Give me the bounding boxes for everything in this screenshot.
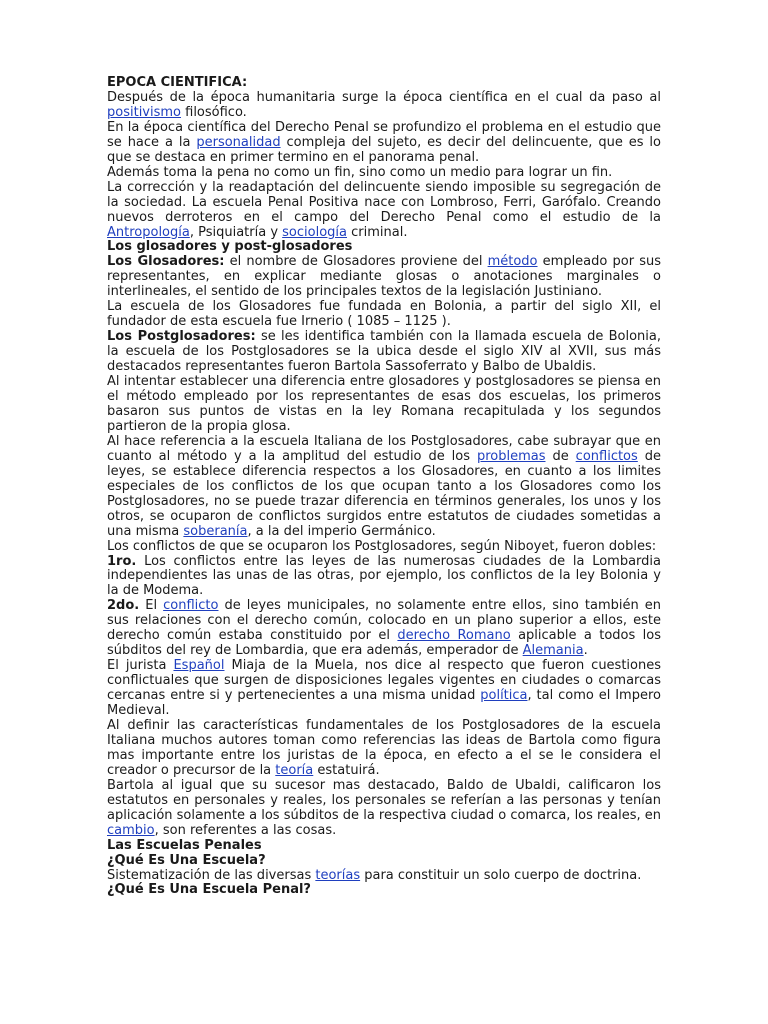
- text: el nombre de Glosadores proviene del: [224, 254, 488, 270]
- text: aplicable a todos los súbditos del rey de Lombardia, que era además, emperador de: [107, 628, 661, 659]
- text: En la época científica del Derecho Penal se profundizo el problema en el estudio que se hace a la: [107, 119, 661, 150]
- term-2do: 2do.: [107, 598, 140, 614]
- paragraph: [107, 719, 661, 779]
- heading-epoca-cientifica: EPOCA CIENTIFICA:: [107, 75, 248, 90]
- text: Al definir las características fundamentales de los Postglosadores de la escuela Italiana muchos autores toman como referencias las ideas de Bartola como figura mas importante entre los juristas de la época, en efecto a el se le considera el creador o precursor de la: [107, 717, 661, 778]
- link-soberania[interactable]: soberanía: [183, 523, 248, 539]
- link-espanol[interactable]: Español: [173, 658, 225, 674]
- link-cambio[interactable]: cambio: [107, 822, 155, 838]
- text: El: [139, 598, 164, 614]
- term-glosadores: Los Glosadores:: [107, 254, 225, 270]
- text: , Psiquiatría y: [189, 224, 283, 240]
- text: Miaja de la Muela, nos dice al respecto que fueron cuestiones conflictuales que surgen de disposiciones legales vigentes en ciudades o comarcas cercanas entre si y pertenecientes a una misma unidad: [107, 658, 662, 704]
- text: Al hace referencia a la escuela Italiana de los Postglosadores, cabe subrayar que en cuanto al método y a la amplitud del estudio de los: [107, 433, 661, 464]
- paragraph: La escuela de los Glosadores fue fundada en Bolonia, a partir del siglo XII, el fundador de esta escuela fue Irnerio ( 1085 – 1125 ).: [107, 299, 661, 330]
- text: de: [545, 448, 576, 464]
- text: .: [583, 643, 588, 659]
- paragraph: [107, 181, 661, 241]
- text: , tal como el Impero Medieval.: [107, 688, 661, 719]
- link-metodo[interactable]: método: [487, 254, 538, 270]
- document-page: [107, 76, 661, 898]
- paragraph: Los conflictos de que se ocuparon los Postglosadores, según Niboyet, fueron dobles:: [107, 538, 657, 554]
- link-derecho-romano[interactable]: derecho Romano: [397, 628, 511, 644]
- paragraph: [107, 599, 661, 659]
- link-conflictos[interactable]: conflictos: [575, 448, 638, 464]
- text: compleja del sujeto, es decir del delincuente, que es lo que se destaca en primer termino en el panorama penal.: [107, 134, 661, 165]
- link-conflicto[interactable]: conflicto: [163, 598, 219, 614]
- heading-escuelas-penales: Las Escuelas Penales: [107, 837, 262, 853]
- paragraph: [107, 659, 661, 719]
- term-1ro: 1ro.: [107, 553, 137, 569]
- paragraph: [107, 869, 661, 884]
- text: filosófico.: [181, 104, 247, 120]
- text: para constituir un solo cuerpo de doctrina.: [360, 867, 642, 883]
- link-teoria[interactable]: teoría: [275, 762, 314, 778]
- link-alemania[interactable]: Alemania: [522, 643, 584, 659]
- text: La corrección y la readaptación del delincuente siendo imposible su segregación de la sociedad. La escuela Penal Positiva nace con Lombroso, Ferri, Garófalo. Creando nuevos derroteros en el campo del Derecho Penal como el estudio de la: [107, 179, 661, 225]
- text: estatuirá.: [313, 762, 380, 778]
- heading-glosadores: Los glosadores y post-glosadores: [107, 239, 353, 255]
- paragraph: [107, 779, 661, 839]
- text: de leyes, se establece diferencia respectos a los Glosadores, en cuanto a los limites especiales de los conflictos de los que ocupan tanto a los Glosadores como los Postglosadores, no se puede trazar diferencia en términos generales, los unos y los otros, se ocuparon de conflictos surgidos entre estatutos de ciudades sometidas a una misma: [107, 448, 662, 539]
- paragraph: Al intentar establecer una diferencia entre glosadores y postglosadores se piensa en el método empleado por los representantes de esas dos escuelas, los primeros basaron sus puntos de vistas en la ley Romana recapitulada y los segundos partieron de la propia glosa.: [107, 374, 661, 434]
- paragraph: [107, 91, 661, 121]
- text: Después de la época humanitaria surge la época científica en el cual da paso al: [107, 89, 661, 105]
- text: El jurista: [107, 658, 174, 674]
- link-sociologia[interactable]: sociología: [282, 224, 347, 240]
- heading-que-es-escuela: ¿Qué Es Una Escuela?: [107, 852, 266, 868]
- text: se les identifica también con la llamada escuela de Bolonia, la escuela de los Postglosadores se la ubica desde el siglo XIV al XVII, sus más destacados representantes fueron Bartola Sassoferrato y Balbo de Ubaldis.: [107, 329, 661, 375]
- link-politica[interactable]: política: [480, 688, 528, 704]
- paragraph: [107, 435, 661, 540]
- text: de leyes municipales, no solamente entre ellos, sino también en sus relaciones con el derecho común, colocado en un plano superior a ellos, este derecho común estaba constituido por el: [107, 598, 661, 644]
- link-teorias[interactable]: teorías: [315, 867, 361, 883]
- text: empleado por sus representantes, en explicar mediante glosas o anotaciones marginales o interlineales, el sentido de los principales textos de la legislación Justiniano.: [107, 254, 661, 300]
- text: , a la del imperio Germánico.: [247, 523, 436, 539]
- text: Sistematización de las diversas: [107, 867, 316, 883]
- text: criminal.: [347, 224, 408, 240]
- paragraph: Además toma la pena no como un fin, sino como un medio para lograr un fin.: [107, 164, 613, 180]
- term-postglosadores: Los Postglosadores:: [107, 329, 256, 345]
- paragraph: [107, 555, 661, 600]
- text: , son referentes a las cosas.: [154, 822, 337, 838]
- paragraph: [107, 330, 661, 375]
- paragraph: [107, 255, 661, 300]
- link-positivismo[interactable]: positivismo: [107, 104, 181, 120]
- text: Bartola al igual que su sucesor mas destacado, Baldo de Ubaldi, calificaron los estatutos en personales y reales, los personales se referían a las personas y tenían aplicación solamente a los súbditos de la respectiva ciudad o comarca, los reales, en: [107, 777, 661, 823]
- text: Los conflictos entre las leyes de las numerosas ciudades de la Lombardia independientes las unas de las otras, por ejemplo, los conflictos de la ley Bolonia y la de Modema.: [107, 553, 661, 599]
- paragraph: [107, 121, 661, 166]
- heading-que-es-escuela-penal: ¿Qué Es Una Escuela Penal?: [107, 882, 311, 898]
- link-antropologia[interactable]: Antropología: [107, 224, 190, 240]
- link-problemas[interactable]: problemas: [476, 448, 546, 464]
- link-personalidad[interactable]: personalidad: [196, 134, 281, 150]
